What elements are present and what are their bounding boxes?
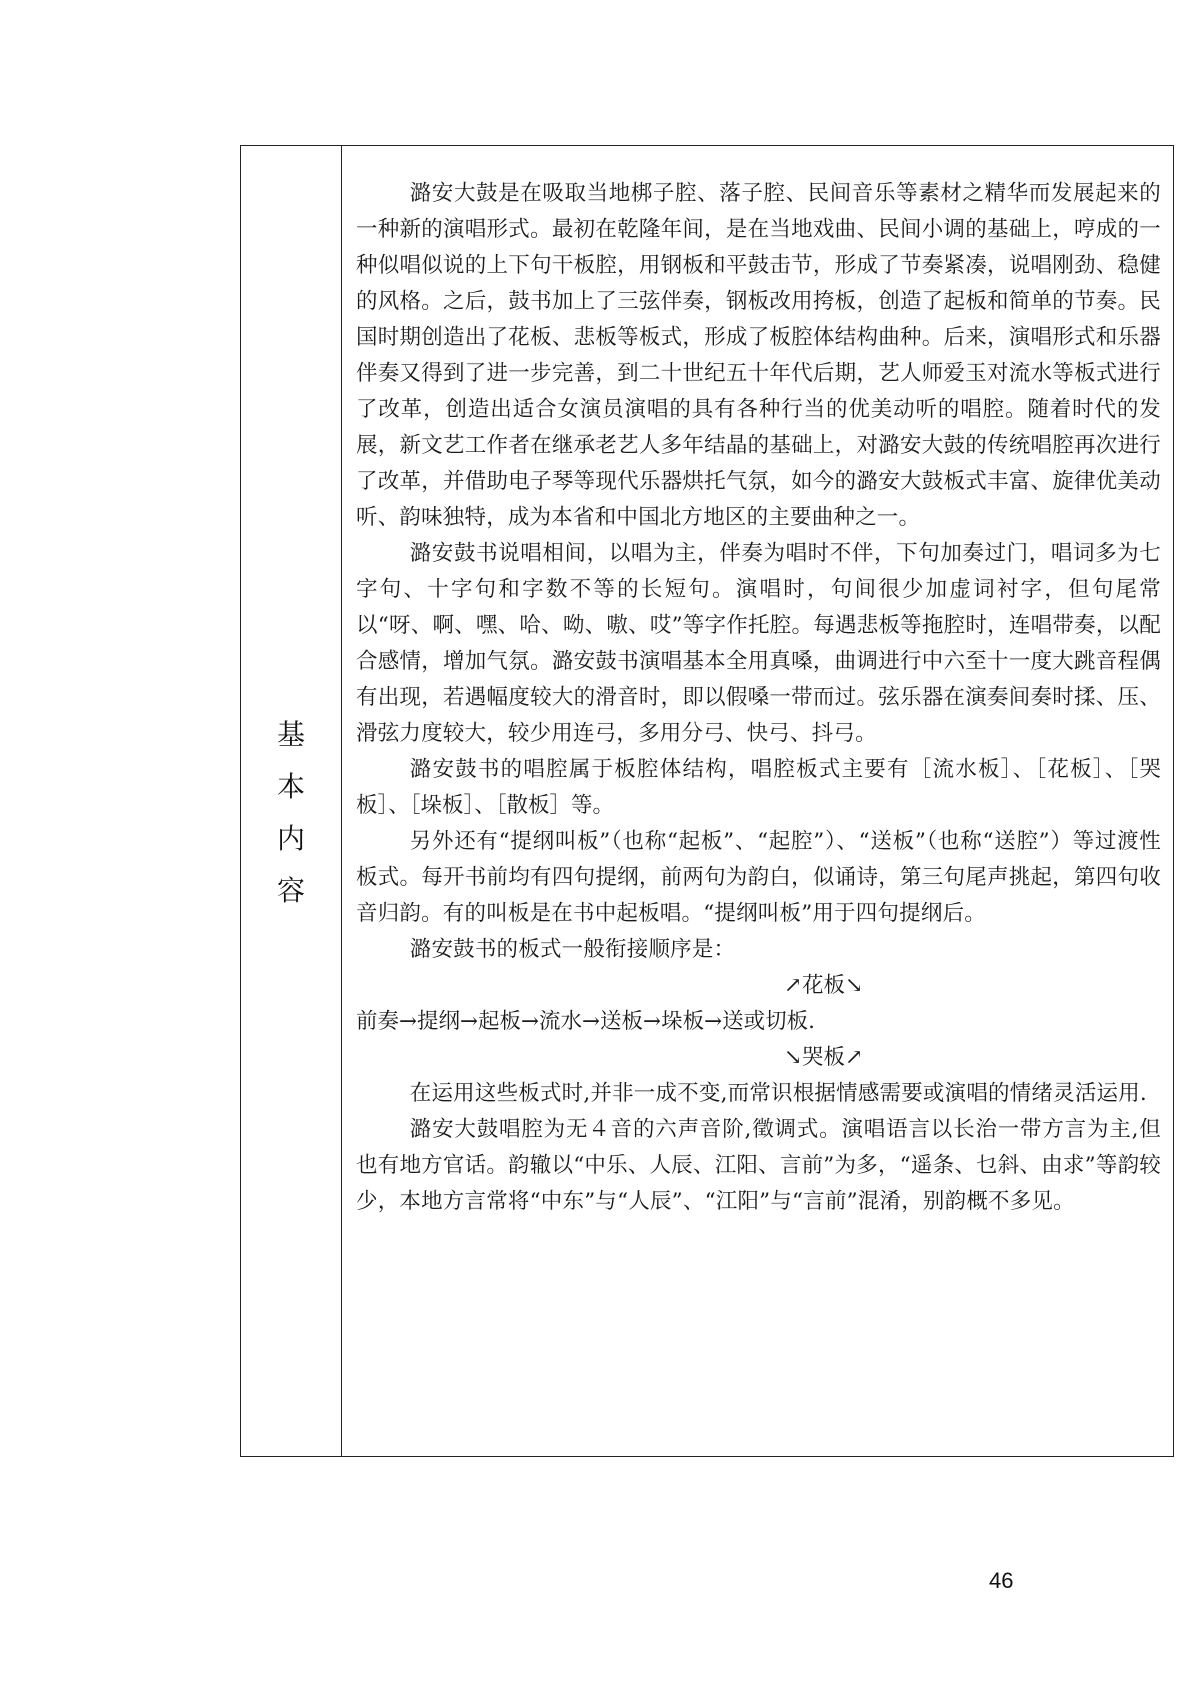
flow-main-line: 前奏→提纲→起板→流水→送板→垛板→送或切板. (356, 1009, 815, 1034)
board-sequence-diagram (356, 968, 1161, 1076)
basic-content-table (240, 145, 1174, 1457)
paragraph-scale-and-rhyme: 潞安大鼓唱腔为无４音的六声音阶,徵调式。演唱语言以长治一带方言为主,但也有地方官话。韵辙以“中乐、人辰、江阳、言前”为多，“遥条、乜斜、由求”等韵较少，本地方言常将“中东”与“人辰”、“江阳”与“言前”混淆，别韵概不多见。 (356, 1117, 1161, 1214)
label-char: 基 (276, 718, 305, 751)
paragraph-transitional-boards: 另外还有“提纲叫板”（也称“起板”、“起腔”）、“送板”（也称“送腔”）等过渡性板式。每开书前均有四句提纲，前两句为韵白，似诵诗，第三句尾声挑起，第四句收音归韵。有的叫板是在书中起板唱。“提纲叫板”用于四句提纲后。 (356, 829, 1161, 926)
label-cell (241, 146, 342, 1456)
content-cell (342, 146, 1173, 1456)
label-char: 容 (276, 874, 305, 907)
label-char: 内 (276, 822, 305, 855)
paragraph-flexible-use: 在运用这些板式时,并非一成不变,而常识根据情感需要或演唱的情绪灵活运用. (409, 1081, 1147, 1106)
paragraph-board-types: 潞安鼓书的唱腔属于板腔体结构，唱腔板式主要有［流水板］、［花板］、［哭板］、［垛板］、［散板］等。 (356, 757, 1161, 818)
flow-lower-branch: ↘哭板↗ (783, 1045, 864, 1070)
paragraph-sequence-intro: 潞安鼓书的板式一般衔接顺序是： (409, 937, 736, 962)
paragraph-history: 潞安大鼓是在吸取当地梆子腔、落子腔、民间音乐等素材之精华而发展起来的一种新的演唱形式。最初在乾隆年间，是在当地戏曲、民间小调的基础上，哼成的一种似唱似说的上下句干板腔，用钢板和平鼓击节，形成了节奏紧凑，说唱刚劲、稳健的风格。之后，鼓书加上了三弦伴奏，钢板改用挎板，创造了起板和简单的节奏。民国时期创造出了花板、悲板等板式，形成了板腔体结构曲种。后来，演唱形式和乐器伴奏又得到了进一步完善，到二十世纪五十年代后期，艺人师爱玉对流水等板式进行了改革，创造出适合女演员演唱的具有各种行当的优美动听的唱腔。随着时代的发展，新文艺工作者在继承老艺人多年结晶的基础上，对潞安大鼓的传统唱腔再次进行了改革，并借助电子琴等现代乐器烘托气氛，如今的潞安大鼓板式丰富、旋律优美动听、韵味独特，成为本省和中国北方地区的主要曲种之一。 (356, 181, 1161, 530)
page-number: 46 (989, 1568, 1014, 1593)
label-char: 本 (276, 770, 305, 803)
paragraph-performance: 潞安鼓书说唱相间，以唱为主，伴奏为唱时不伴，下句加奏过门，唱词多为七字句、十字句和字数不等的长短句。演唱时，句间很少加虚词衬字，但句尾常以“呀、啊、嘿、哈、呦、嗷、哎”等字作托腔。每遇悲板等拖腔时，连唱带奏，以配合感情，增加气氛。潞安鼓书演唱基本全用真嗓，曲调进行中六至十一度大跳音程偶有出现，若遇幅度较大的滑音时，即以假嗓一带而过。弦乐器在演奏间奏时揉、压、滑弦力度较大，较少用连弓，多用分弓、快弓、抖弓。 (356, 541, 1161, 746)
flow-upper-branch: ↗花板↘ (783, 973, 864, 998)
